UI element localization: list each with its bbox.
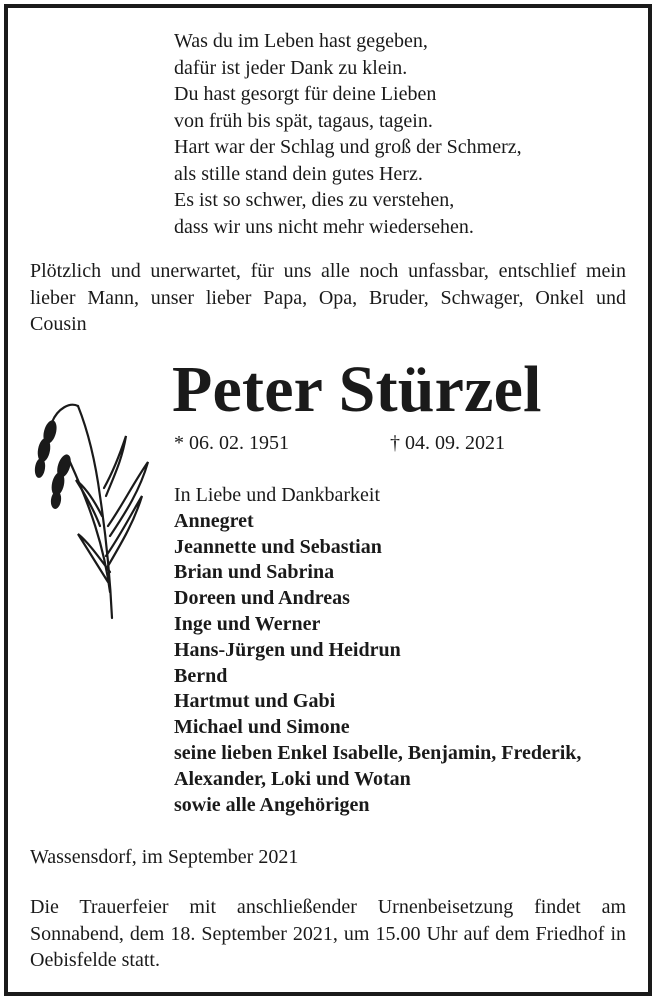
poem-line: dass wir uns nicht mehr wiedersehen. <box>174 215 474 238</box>
deceased-name: Peter Stürzel <box>172 353 542 426</box>
poem-line: Hart war der Schlag und groß der Schmerz, <box>174 136 522 158</box>
poem-line: als stille stand dein gutes Herz. <box>174 162 423 185</box>
mourner-entry: Bernd <box>174 664 228 687</box>
funeral-details: Die Trauerfeier mit anschließender Urnenbeisetzung findet am Sonnabend, dem 18. September 2021, um 15.00 Uhr auf dem Friedhof in Oebisfelde statt. <box>30 896 626 971</box>
poem-line: Es ist so schwer, dies zu verstehen, <box>174 189 455 211</box>
family-heading: In Liebe und Dankbarkeit <box>174 484 381 506</box>
mourners-list <box>174 483 581 818</box>
mourner-entry: Michael und Simone <box>174 716 350 739</box>
mourner-entry: Annegret <box>174 509 254 532</box>
mourner-entry: Doreen und Andreas <box>174 587 350 610</box>
birth-date: * 06. 02. 1951 <box>174 432 289 454</box>
mourner-entry: seine lieben Enkel Isabelle, Benjamin, Frederik, <box>174 741 582 764</box>
place-and-date: Wassensdorf, im September 2021 <box>30 846 299 868</box>
grain-stalk-icon <box>30 396 154 626</box>
poem-line: Du hast gesorgt für deine Lieben <box>174 83 437 105</box>
poem <box>174 28 522 240</box>
mourner-entry: Inge und Werner <box>174 612 321 635</box>
poem-line: dafür ist jeder Dank zu klein. <box>174 56 408 79</box>
mourner-entry: Hartmut und Gabi <box>174 690 336 713</box>
poem-line: Was du im Leben hast gegeben, <box>174 30 428 52</box>
mourner-entry: Hans-Jürgen und Heidrun <box>174 638 401 661</box>
intro-text: Plötzlich und unerwartet, für uns alle noch unfassbar, entschlief mein lieber Mann, unser lieber Papa, Opa, Bruder, Schwager, Onkel und Cousin <box>30 260 626 335</box>
death-date: † 04. 09. 2021 <box>390 432 505 454</box>
mourner-entry: Alexander, Loki und Wotan <box>174 767 411 790</box>
mourner-entry: sowie alle Angehörigen <box>174 793 370 816</box>
poem-line: von früh bis spät, tagaus, tagein. <box>174 109 433 132</box>
mourner-entry: Brian und Sabrina <box>174 561 335 584</box>
mourner-entry: Jeannette und Sebastian <box>174 535 382 558</box>
